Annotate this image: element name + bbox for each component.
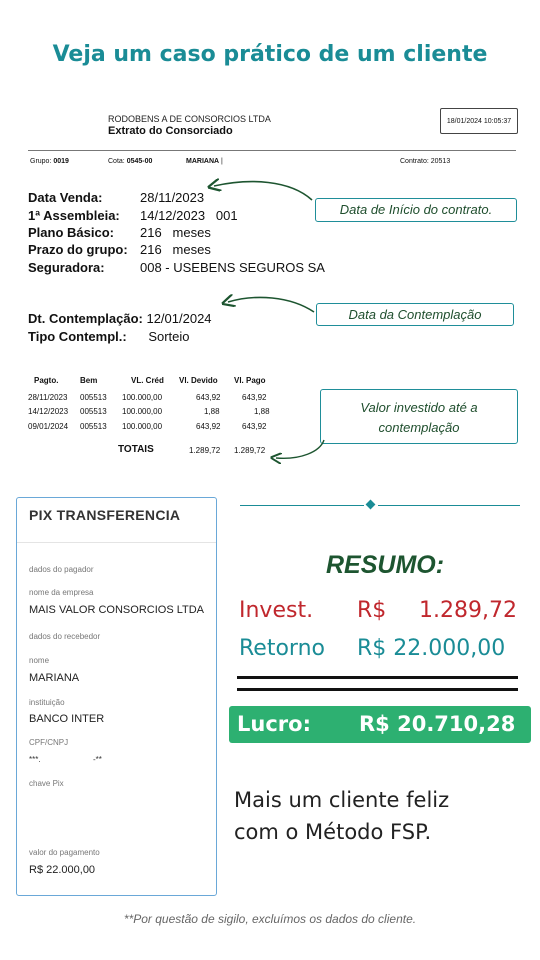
cota-value: 0545-00: [126, 158, 153, 165]
pix-instituicao: BANCO INTER: [29, 713, 105, 725]
lucro-label: Lucro:: [237, 712, 311, 736]
field-label: Plano Básico:: [28, 225, 114, 240]
pix-divider: [17, 542, 216, 543]
pix-empresa: MAIS VALOR CONSORCIOS LTDA: [29, 604, 205, 616]
field-label: 1ª Assembleia:: [28, 208, 120, 223]
field-label: Tipo Contempl.:: [28, 329, 127, 344]
pix-valor: R$ 22.000,00: [29, 864, 96, 876]
field-label: Prazo do grupo:: [28, 242, 128, 257]
cell-vl-cred: 100.000,00: [122, 407, 163, 416]
table-header-bem: Bem: [80, 376, 98, 385]
table-header-vl-cred: VL. Créd: [131, 376, 164, 385]
cell-vl-cred: 100.000,00: [122, 422, 163, 431]
company-name: RODOBENS A DE CONSORCIOS LTDA: [108, 114, 271, 124]
statement-datetime: 18/01/2024 10:05:37: [440, 108, 518, 134]
field-value: 216 meses: [140, 242, 211, 257]
total-pago: 1.289,72: [234, 446, 266, 455]
retorno-value: R$ 22.000,00: [357, 636, 506, 661]
grupo-label: Grupo:: [30, 158, 52, 165]
invest-label: Invest.: [239, 598, 314, 623]
sum-line-2: [237, 688, 518, 691]
grupo-value: 0019: [53, 158, 69, 165]
annotation-line: Valor investido até a: [360, 400, 478, 415]
arrow-to-data-venda: [214, 182, 312, 200]
arrow-to-contemplacao: [228, 297, 314, 312]
pix-nome-label: nome: [29, 656, 50, 665]
field-value: 28/11/2023: [140, 190, 205, 205]
page-headline: Veja um caso prático de um cliente: [52, 42, 488, 67]
totals-label: TOTAIS: [118, 444, 154, 455]
annotation-line: contemplação: [378, 420, 460, 435]
contrato-value: 20513: [430, 158, 451, 165]
sum-line-1: [237, 676, 518, 679]
field-label: Data Venda:: [28, 190, 103, 205]
cell-pagto: 14/12/2023: [28, 407, 69, 416]
lucro-banner: [229, 706, 531, 743]
pix-pagador-label: dados do pagador: [29, 565, 94, 574]
lucro-value: R$ 20.710,28: [359, 712, 516, 736]
field-value: 14/12/2023 001: [140, 208, 238, 223]
closing-line-2: com o Método FSP.: [234, 820, 432, 844]
annotation-contemplacao: Data da Contemplação: [316, 303, 514, 326]
table-header-pagto: Pagto.: [34, 376, 59, 385]
pix-cpf-masked-right: -**: [93, 755, 102, 764]
client-name-value: MARIANA: [186, 158, 220, 165]
cell-pagto: 09/01/2024: [28, 422, 69, 431]
section-divider-left: [240, 505, 364, 506]
pix-nome: MARIANA: [29, 672, 80, 684]
arrow-to-totals: [276, 440, 324, 458]
cell-bem: 005513: [80, 422, 107, 431]
privacy-footnote: **Por questão de sigilo, excluímos os dados do cliente.: [123, 912, 417, 926]
cell-vl-pago: 643,92: [242, 393, 267, 402]
field-label: Dt. Contemplação:: [28, 311, 143, 326]
total-devido: 1.289,72: [189, 446, 221, 455]
cota-label: Cota:: [108, 158, 125, 165]
invest-currency: R$: [357, 598, 387, 623]
cell-pagto: 28/11/2023: [28, 393, 68, 402]
client-name: MARIANA |: [186, 158, 223, 165]
closing-line-1: Mais um cliente feliz: [234, 788, 450, 812]
pix-cpf-label: CPF/CNPJ: [29, 738, 69, 747]
cell-bem: 005513: [80, 407, 107, 416]
pix-chave-label: chave Pix: [29, 779, 64, 788]
cell-vl-devido: 643,92: [196, 422, 221, 431]
table-header-vl-devido: Vl. Devido: [179, 376, 218, 385]
field-value: 12/01/2024: [146, 311, 212, 326]
section-divider-right: [378, 505, 520, 506]
field-value: 008 - USEBENS SEGUROS SA: [140, 260, 325, 275]
retorno-label: Retorno: [239, 636, 325, 661]
cell-vl-devido: 643,92: [196, 393, 221, 402]
annotation-inicio: Data de Início do contrato.: [315, 198, 517, 222]
pix-instituicao-label: instituição: [29, 698, 65, 707]
invest-value: 1.289,72: [419, 598, 517, 623]
pix-title: PIX TRANSFERENCIA: [29, 507, 181, 523]
contrato-label: Contrato:: [400, 158, 429, 165]
field-value: Sorteio: [148, 329, 190, 344]
pix-receipt: [16, 497, 217, 896]
pix-recebedor-label: dados do recebedor: [29, 632, 101, 641]
cell-vl-pago: 1,88: [254, 407, 270, 416]
resumo-title: RESUMO:: [326, 551, 445, 579]
table-header-vl-pago: Vl. Pago: [234, 376, 266, 385]
pix-valor-label: valor do pagamento: [29, 848, 100, 857]
cell-vl-pago: 643,92: [242, 422, 267, 431]
field-label: Seguradora:: [28, 260, 105, 275]
pix-empresa-label: nome da empresa: [29, 588, 94, 597]
statement-title: Extrato do Consorciado: [108, 125, 233, 137]
cell-vl-devido: 1,88: [204, 407, 220, 416]
field-value: 216 meses: [140, 225, 211, 240]
pix-cpf-masked-left: ***.: [29, 755, 41, 764]
cell-bem: 005513: [80, 393, 107, 402]
cell-vl-cred: 100.000,00: [122, 393, 163, 402]
